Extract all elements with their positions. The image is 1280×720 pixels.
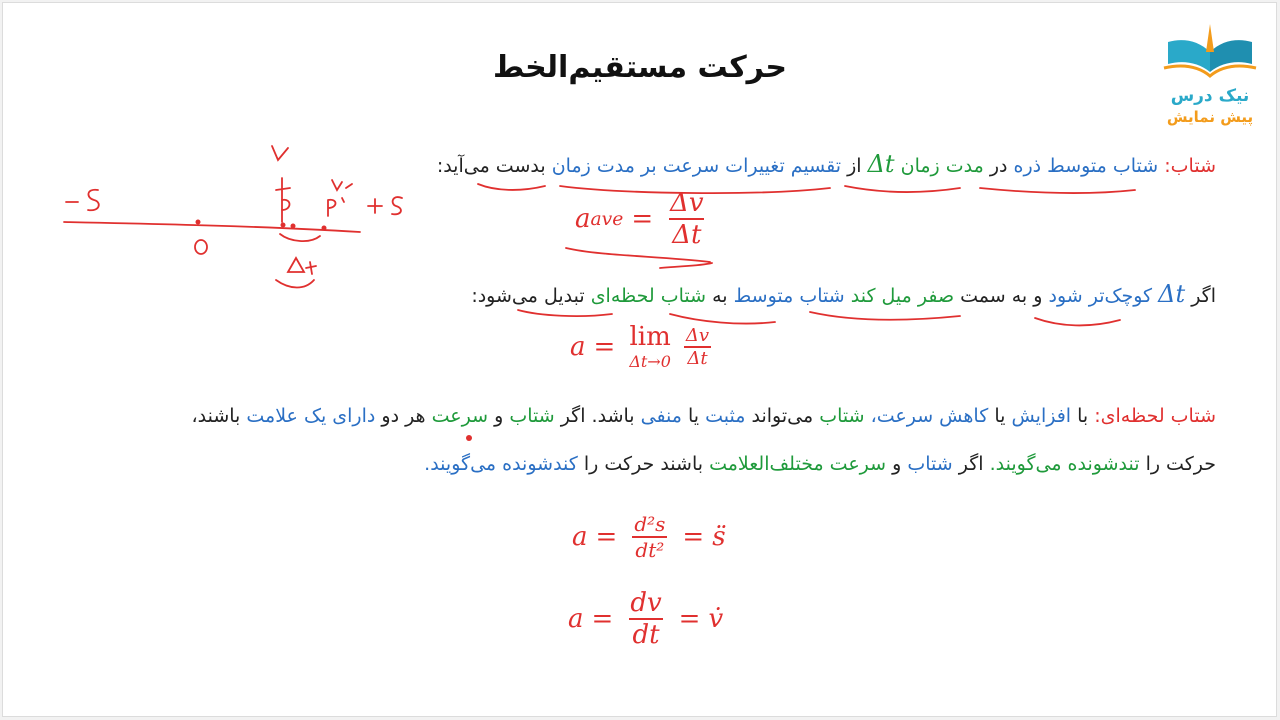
eq-lim-under: Δt→0 <box>629 352 671 371</box>
eq-numerator: dv <box>630 588 662 618</box>
term-decrease-speed: کاهش سرعت، <box>870 405 989 427</box>
eq-numerator: Δv <box>670 188 704 218</box>
term-velocity: سرعت <box>431 405 489 427</box>
term-acceleration: شتاب <box>907 453 953 475</box>
eq-denominator: Δt <box>669 218 704 250</box>
underline <box>810 312 960 320</box>
term-acceleration: شتاب <box>509 405 555 427</box>
cursor-dot <box>466 435 472 441</box>
eq-equals: = <box>631 204 654 234</box>
origin-circle <box>195 240 207 254</box>
delta-t <box>288 258 316 274</box>
eq-lhs: a <box>572 522 588 552</box>
term-average-acceleration: شتاب متوسط ذره <box>1013 155 1159 177</box>
axis-line <box>64 222 360 232</box>
eq-equals-2: = <box>682 522 705 552</box>
underline <box>670 314 775 324</box>
term-time-interval: مدت زمان <box>900 155 984 177</box>
text-fragment: اگر <box>1191 285 1216 307</box>
term-time-interval-2: مدت زمان <box>551 155 635 177</box>
underline <box>566 248 712 268</box>
eq-equals-2: = <box>678 604 701 634</box>
point-origin <box>196 220 201 225</box>
underline <box>478 184 545 190</box>
term-instantaneous-acceleration: شتاب لحظه‌ای <box>590 285 707 307</box>
text-fragment: و <box>892 453 902 475</box>
eq-lhs: a <box>570 331 586 362</box>
letter-v-prime <box>332 180 352 190</box>
text-fragment: باشند، <box>191 405 241 427</box>
eq-rhs: v̇ <box>708 604 724 634</box>
eq-lhs: a <box>568 604 584 634</box>
letter-p-prime <box>328 198 344 216</box>
label-instantaneous: شتاب لحظه‌ای: <box>1094 405 1216 427</box>
eq-numerator: d²s <box>634 512 666 536</box>
text-fragment: باشد. اگر <box>560 405 635 427</box>
underline <box>980 188 1135 193</box>
text-fragment: به <box>712 285 728 307</box>
eq-denominator: dt <box>629 618 662 650</box>
label-acceleration: شتاب: <box>1164 155 1216 177</box>
eq-lim-word: lim <box>629 322 671 352</box>
text-fragment: از <box>847 155 862 177</box>
term-increase: افزایش <box>1011 405 1072 427</box>
plus-sign <box>368 199 382 213</box>
underline <box>1035 318 1120 325</box>
underline <box>845 186 960 192</box>
term-opposite-sign: سرعت مختلف‌العلامت <box>709 453 887 475</box>
letter-s <box>392 197 402 214</box>
term-approach-zero: صفر میل کند <box>850 285 955 307</box>
text-fragment: حرکت را <box>1145 453 1216 475</box>
eq-denominator: Δt <box>684 346 710 369</box>
eq-equals: = <box>595 522 618 552</box>
eq-subscript: ave <box>590 208 624 230</box>
logo-name: نیک درس <box>1170 86 1250 106</box>
text-fragment: و به سمت <box>960 285 1043 307</box>
eq-denominator: dt² <box>632 536 667 562</box>
text-fragment: و <box>494 405 504 427</box>
page-title: حرکت مستقیم‌الخط <box>493 50 787 85</box>
underline <box>518 310 612 316</box>
eq-lhs: a <box>575 204 591 234</box>
letter-p <box>282 200 290 210</box>
point-mid <box>291 224 296 229</box>
text-fragment: می‌تواند <box>751 405 814 427</box>
text-fragment: در <box>989 155 1008 177</box>
term-decelerating: کندشونده می‌گویند. <box>424 453 578 475</box>
text-fragment: یا <box>994 405 1006 427</box>
arc <box>280 234 320 241</box>
eq-numerator: Δv <box>685 324 710 346</box>
logo-subtitle: پیش نمایش <box>1166 108 1254 126</box>
eq-rhs: s̈ <box>712 522 726 552</box>
text-fragment: باشند حرکت را <box>583 453 704 475</box>
point-p <box>281 223 286 228</box>
term-positive: مثبت <box>705 405 746 427</box>
underline <box>560 186 830 193</box>
text-fragment: یا <box>688 405 700 427</box>
letter-s <box>88 190 99 211</box>
symbol-delta-t: Δt <box>867 150 895 178</box>
point-p-prime <box>322 226 327 231</box>
text-fragment: اگر <box>958 453 984 475</box>
term-negative: منفی <box>640 405 682 427</box>
arc <box>276 280 314 288</box>
term-acceleration: شتاب <box>819 405 865 427</box>
term-smaller: کوچک‌تر شود <box>1048 285 1153 307</box>
term-velocity-change: تقسیم تغییرات سرعت <box>662 155 842 177</box>
term-average-acceleration: شتاب متوسط <box>733 285 845 307</box>
term-accelerating: تندشونده می‌گویند. <box>989 453 1140 475</box>
text-fragment: تبدیل می‌شود: <box>471 285 585 307</box>
text-fragment: بدست می‌آید: <box>436 155 546 177</box>
text-fragment: هر دو <box>381 405 426 427</box>
symbol-delta-t: Δt <box>1158 280 1186 308</box>
letter-v <box>272 146 288 160</box>
eq-equals: = <box>591 604 614 634</box>
text-fragment: با <box>1077 405 1089 427</box>
term-same-sign: دارای یک علامت <box>246 405 376 427</box>
eq-equals: = <box>593 331 616 362</box>
text-fragment: بر <box>640 155 657 177</box>
